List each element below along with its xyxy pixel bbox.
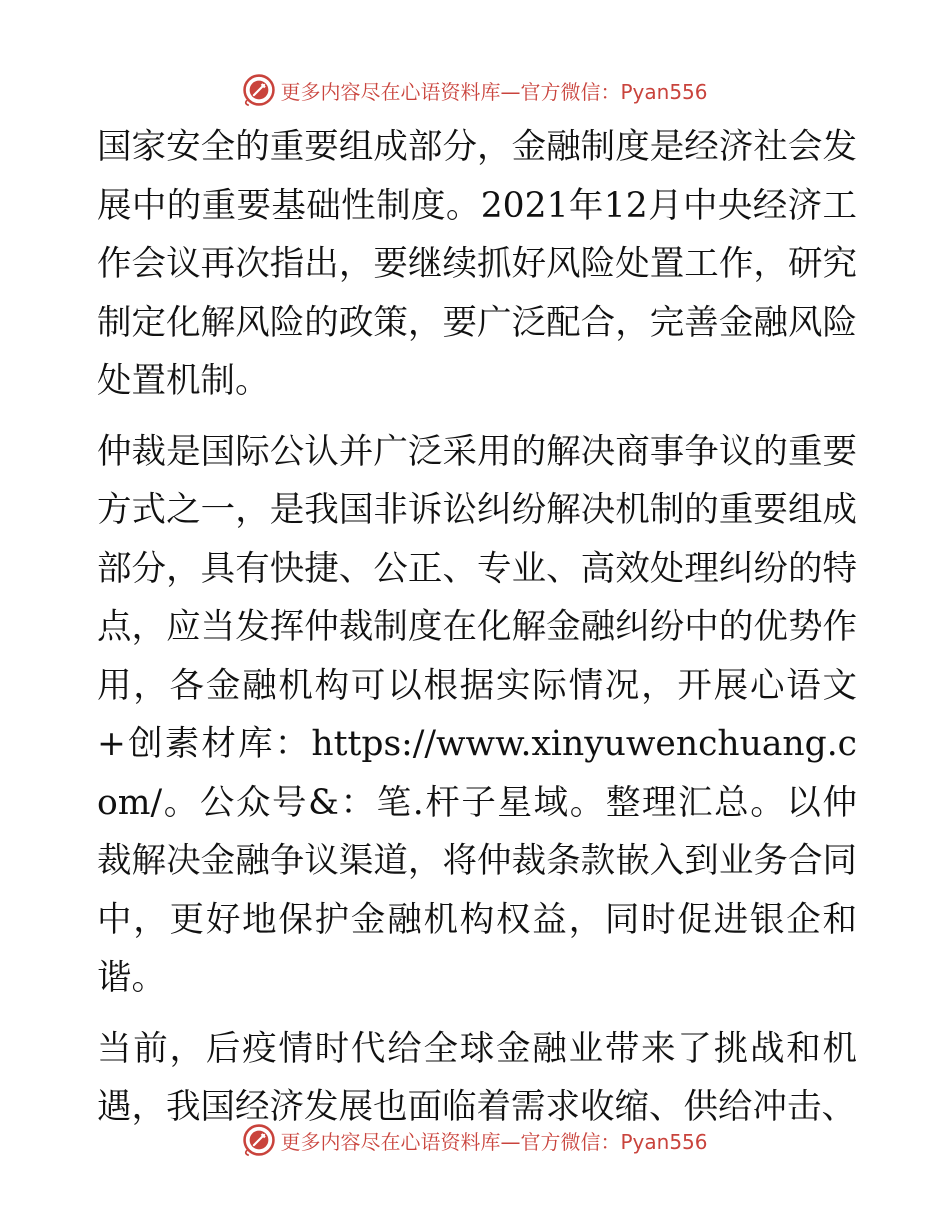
paragraph-1: 国家安全的重要组成部分，金融制度是经济社会发展中的重要基础性制度。2021年12月中央经济工作会议再次指出，要继续抓好风险处置工作，研究制定化解风险的政策，要广泛配合，完善金融风险处置机制。	[97, 127, 857, 401]
footer-banner	[0, 1120, 950, 1160]
red-seal-logo-icon	[242, 1123, 276, 1157]
footer-banner-text	[280, 1126, 707, 1155]
header-banner-inner	[242, 73, 707, 107]
paragraph-3: 当前，后疫情时代给全球金融业带来了挑战和机遇，我国经济发展也面临着需求收缩、供给冲击、	[97, 1028, 857, 1127]
header-banner-wechat-label: 官方微信：	[520, 79, 621, 104]
footer-banner-wechat-id: Pyan556	[620, 1129, 708, 1154]
footer-banner-main: 更多内容尽在心语资料库	[280, 1129, 501, 1154]
document-body	[97, 118, 857, 1137]
header-banner-dash: —	[500, 79, 521, 104]
footer-banner-inner	[242, 1123, 707, 1157]
header-banner	[0, 70, 950, 110]
header-banner-text	[280, 76, 707, 105]
header-banner-wechat-id: Pyan556	[620, 79, 708, 104]
footer-banner-dash: —	[500, 1129, 521, 1154]
header-banner-main: 更多内容尽在心语资料库	[280, 79, 501, 104]
paragraph-2: 仲裁是国际公认并广泛采用的解决商事争议的重要方式之一，是我国非诉讼纠纷解决机制的重要组成部分，具有快捷、公正、专业、高效处理纠纷的特点，应当发挥仲裁制度在化解金融纠纷中的优势作用，各金融机构可以根据实际情况，开展心语文+创素材库：https://www.xinyuwenchuang.com/。公众号&：笔.杆子星域。整理汇总。以仲裁解决金融争议渠道，将仲裁条款嵌入到业务合同中，更好地保护金融机构权益，同时促进银企和谐。	[97, 431, 857, 998]
red-seal-logo-icon	[242, 73, 276, 107]
footer-banner-wechat-label: 官方微信：	[520, 1129, 621, 1154]
